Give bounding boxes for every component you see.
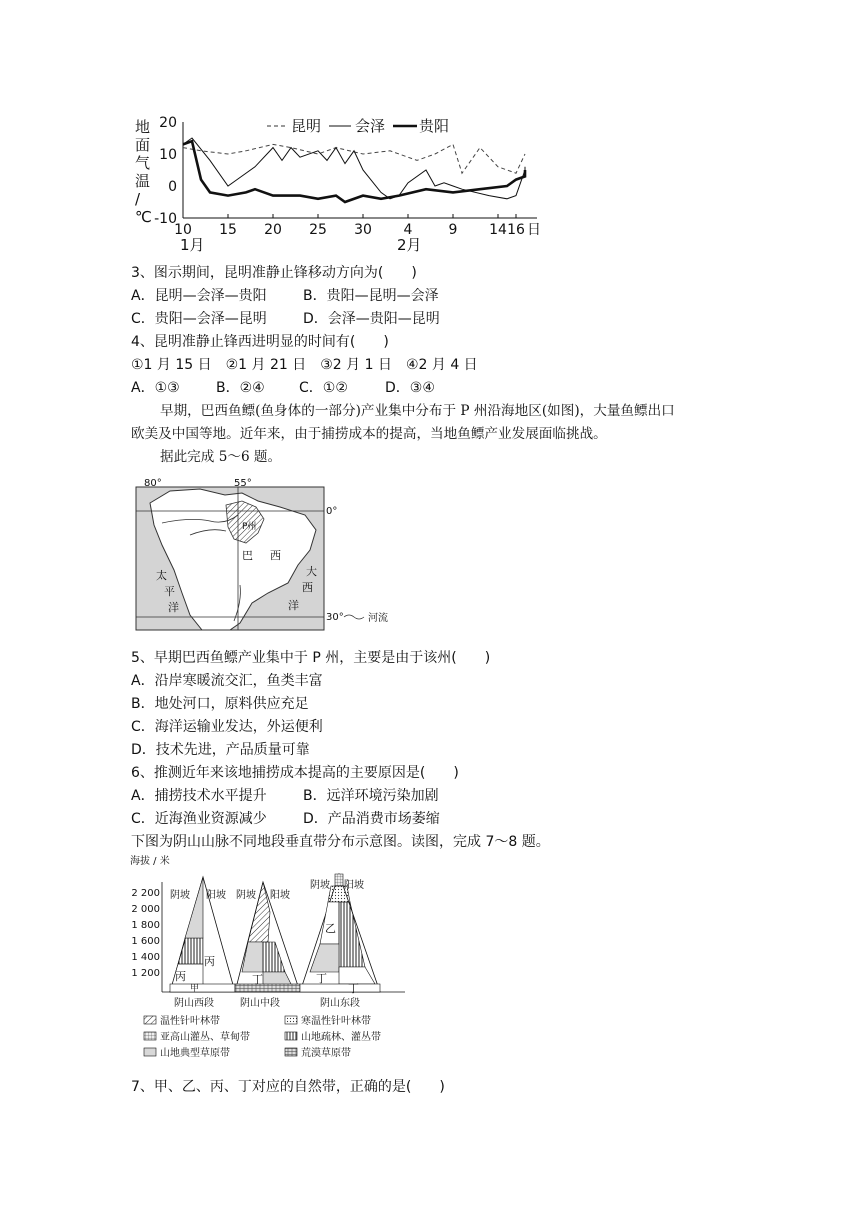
x-tick-label: 15 [219,222,237,238]
q3-option-a[interactable]: A．昆明—会泽—贵阳 [131,288,267,304]
label-ding-east-2: 丁 [348,982,359,995]
lon-55-label: 55° [234,478,252,489]
q6-stem: 6、推测近年来该地捕捞成本提高的主要原因是( ) [131,765,459,781]
y-tick-label: 10 [159,147,177,163]
y-axis-label [135,118,152,226]
atlantic-2: 西 [302,581,313,594]
q3-option-d[interactable]: D．会泽—贵阳—昆明 [303,311,440,327]
q4-option-d[interactable]: D．③④ [385,380,435,396]
q5-option-a[interactable]: A．沿岸寒暖流交汇，鱼类丰富 [131,673,323,689]
q5-option-b[interactable]: B．地处河口，原料供应充足 [131,696,309,712]
passage2-line1: 早期，巴西鱼鳔(鱼身体的一部分)产业集中分布于 P 州沿海地区(如图)，大量鱼鳔出口 [160,403,675,419]
q4-option-c[interactable]: C．①② [299,380,348,396]
mid-shady: 阴坡 [236,890,256,901]
legend-item-1: 寒温性针叶林带 [301,1016,371,1027]
label-yi: 乙 [325,922,336,935]
p-state-label: P州 [242,522,257,532]
label-bing-west-1: 丙 [175,970,186,983]
west-sunny: 阳坡 [206,890,226,901]
q3-option-b[interactable]: B．贵阳—昆明—会泽 [303,288,439,304]
y-tick-label: 0 [168,179,177,195]
legend-huize: 会泽 [355,117,386,135]
q6-option-d[interactable]: D．产品消费市场萎缩 [303,811,440,827]
pacific-1: 太 [156,569,167,582]
label-ding-mid: 丁 [252,973,263,986]
y-label-char: 地 [135,118,151,136]
chart-legend [267,117,449,135]
pacific-3: 洋 [168,601,179,614]
y-label-char: 温 [135,172,151,190]
q6-option-a[interactable]: A．捕捞技术水平提升 [131,788,267,804]
map-legend [344,611,388,624]
west-shady: 阴坡 [170,890,190,901]
country-label-2: 西 [270,549,281,562]
y-ticks [154,115,177,227]
lon-80-label: 80° [144,478,162,489]
lat-0-label: 0° [326,506,338,517]
x-tick-label: 25 [309,222,327,238]
lat-30-label: 30° [326,612,344,623]
y-label-char: 气 [135,154,151,172]
q7-stem: 7、甲、乙、丙、丁对应的自然带，正确的是( ) [131,1079,445,1095]
q5-option-d[interactable]: D．技术先进，产品质量可靠 [131,742,310,758]
x-tick-label: 14 [489,222,507,238]
altitude-label: 海拔 / 米 [130,856,170,867]
altitude-tick-label: 1 200 [131,968,160,979]
segment-east: 阴山东段 [320,998,360,1009]
mid-sunny: 阳坡 [270,890,290,901]
q5-option-c[interactable]: C．海洋运输业发达，外运便利 [131,719,323,735]
altitude-ticks [131,888,160,979]
x-unit-label: 日 [527,222,541,238]
passage2-line3: 据此完成 5～6 题。 [160,449,282,465]
legend-item-4: 山地典型草原带 [160,1048,230,1059]
east-sunny: 阳坡 [344,880,364,891]
series-line-0 [183,144,525,173]
y-label-char: 面 [135,136,151,154]
segment-west: 阴山西段 [174,998,214,1009]
mountain-legend [144,1014,381,1059]
q3-stem: 3、图示期间，昆明准静止锋移动方向为( ) [131,265,417,281]
y-label-char: ℃ [135,208,152,226]
q4-items: ①1 月 15 日 ②1 月 21 日 ③2 月 1 日 ④2 月 4 日 [131,357,478,373]
pacific-2: 平 [164,585,175,598]
passage3: 下图为阴山山脉不同地段垂直带分布示意图。读图，完成 7～8 题。 [131,834,550,850]
legend-item-0: 温性针叶林带 [160,1016,220,1027]
label-bing-west-2: 丙 [204,955,215,968]
segment-middle: 阴山中段 [240,998,280,1009]
label-ding-east-1: 丁 [316,972,327,985]
east-shady: 阴坡 [310,880,330,891]
q4-option-b[interactable]: B．②④ [216,380,265,396]
q3-option-c[interactable]: C．贵阳—会泽—昆明 [131,311,267,327]
month-label-jan: 1月 [180,236,205,254]
x-tick-label: 10 [174,222,192,238]
legend-item-2: 亚高山灌丛、草甸带 [160,1032,250,1043]
passage2-line2: 欧美及中国等地。近年来，由于捕捞成本的提高，当地鱼鳔产业发展面临挑战。 [131,426,607,442]
yinshan-vertical-zones-diagram [130,852,420,1067]
q6-option-b[interactable]: B．远洋环境污染加剧 [303,788,439,804]
altitude-tick-label: 2 000 [131,904,160,915]
altitude-tick-label: 1 800 [131,920,160,931]
atlantic-1: 大 [306,565,317,578]
x-tick-label: 9 [448,222,458,238]
country-label-1: 巴 [242,549,253,562]
y-label-char: / [135,190,141,208]
q5-stem: 5、早期巴西鱼鳔产业集中于 P 州，主要是由于该州( ) [131,650,491,666]
label-jia: 甲 [190,984,200,994]
x-tick-label: 16 [507,222,525,238]
atlantic-3: 洋 [288,599,299,612]
x-tick-label: 30 [354,222,372,238]
altitude-tick-label: 1 400 [131,952,160,963]
q4-option-a[interactable]: A．①③ [131,380,180,396]
y-tick-label: 20 [159,115,177,131]
legend-kunming: 昆明 [291,117,322,135]
legend-item-5: 荒漠草原带 [301,1048,351,1059]
series-lines [183,138,525,202]
brazil-map [130,475,400,635]
legend-item-3: 山地疏林、灌丛带 [301,1032,381,1043]
mountain-east [300,874,380,992]
river-legend-label: 河流 [368,613,388,624]
temperature-line-chart [125,110,575,260]
altitude-tick-label: 1 600 [131,936,160,947]
y-tick-label: -10 [154,211,177,227]
river-legend-icon [344,615,364,619]
q4-stem: 4、昆明准静止锋西进明显的时间有( ) [131,334,389,350]
month-label-feb: 2月 [397,236,422,254]
legend-guiyang: 贵阳 [419,117,450,135]
altitude-tick-label: 2 200 [131,888,160,899]
x-tick-label: 4 [403,222,413,238]
q6-option-c[interactable]: C．近海渔业资源减少 [131,811,267,827]
x-tick-label: 20 [264,222,282,238]
